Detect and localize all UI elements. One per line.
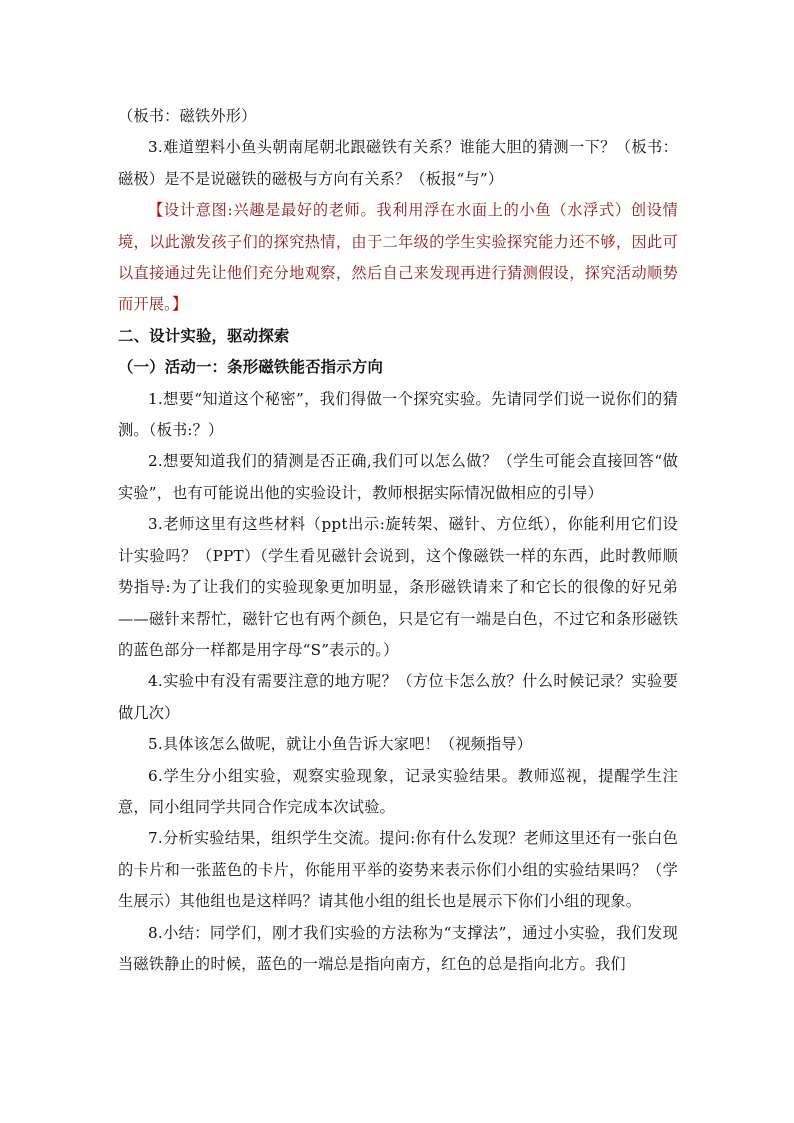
design-note-open-bracket: 【 [148, 201, 164, 220]
design-note-text: 设计意图:兴趣是最好的老师。我利用浮在水面上的小鱼（水浮式）创设情境，以此激发孩子们的探究热情，由于二年级的学生实验探究能力还不够，因此可以直接通过先让他们充分地观察，然后自己来发现再进行猜测假设，探究活动顺势而开展。 [118, 201, 679, 314]
activity-heading-bar-magnet: （一）活动一：条形磁铁能否指示方向 [118, 358, 384, 377]
design-note-close-bracket: 】 [171, 295, 188, 314]
step-4-paragraph: 4.实验中有没有需要注意的地方呢？（方位卡怎么放？什么时候记录？实验要做几次） [118, 672, 678, 722]
step-8-paragraph: 8.小结：同学们，刚才我们实验的方法称为“支撑法”，通过小实验，我们发现当磁铁静止的时候，蓝色的一端总是指向南方，红色的总是指向北方。我们 [118, 923, 678, 973]
document-body [118, 101, 678, 980]
step-6-paragraph: 6.学生分小组实验，观察实验现象，记录实验结果。教师巡视，提醒学生注意，同小组同学共同合作完成本次试验。 [118, 766, 678, 816]
step-5-paragraph: 5.具体该怎么做呢，就让小鱼告诉大家吧！（视频指导） [148, 735, 533, 754]
section-heading-design-experiment: 二、设计实验，驱动探索 [118, 326, 290, 345]
step-3-paragraph: 3.老师这里有这些材料（ppt出示:旋转架、磁针、方位纸），你能利用它们设计实验吗？（PPT）（学生看见磁针会说到，这个像磁铁一样的东西，此时教师顺势指导:为了让我们的实验现象更加明显，条形磁铁请来了和它长的很像的好兄弟——磁针来帮忙，磁针它也有两个颜色，只是它有一端是白色，不过它和条形磁铁的蓝色部分一样都是用字母“S”表示的。） [118, 515, 678, 659]
design-intent-note [118, 195, 678, 321]
step-7-paragraph: 7.分析实验结果，组织学生交流。提问:你有什么发现？老师这里还有一张白色的卡片和一张蓝色的卡片，你能用平举的姿势来表示你们小组的实验结果吗？（学生展示）其他组也是这样吗？请其他小组的组长也是展示下你们小组的现象。 [118, 829, 678, 911]
paragraph-3-question: 3.难道塑料小鱼头朝南尾朝北跟磁铁有关系？谁能大胆的猜测一下？（板书：磁极）是不是说磁铁的磁极与方向有关系？（板报“与”） [118, 138, 678, 188]
step-1-paragraph: 1.想要“知道这个秘密”，我们得做一个探究实验。先请同学们说一说你们的猜测。（板书:？） [118, 389, 678, 440]
board-note-shape: （板书：磁铁外形） [118, 107, 257, 125]
step-2-paragraph: 2.想要知道我们的猜测是否正确,我们可以怎么做？（学生可能会直接回答“做实验”，也有可能说出他的实验设计，教师根据实际情况做相应的引导） [118, 452, 678, 502]
